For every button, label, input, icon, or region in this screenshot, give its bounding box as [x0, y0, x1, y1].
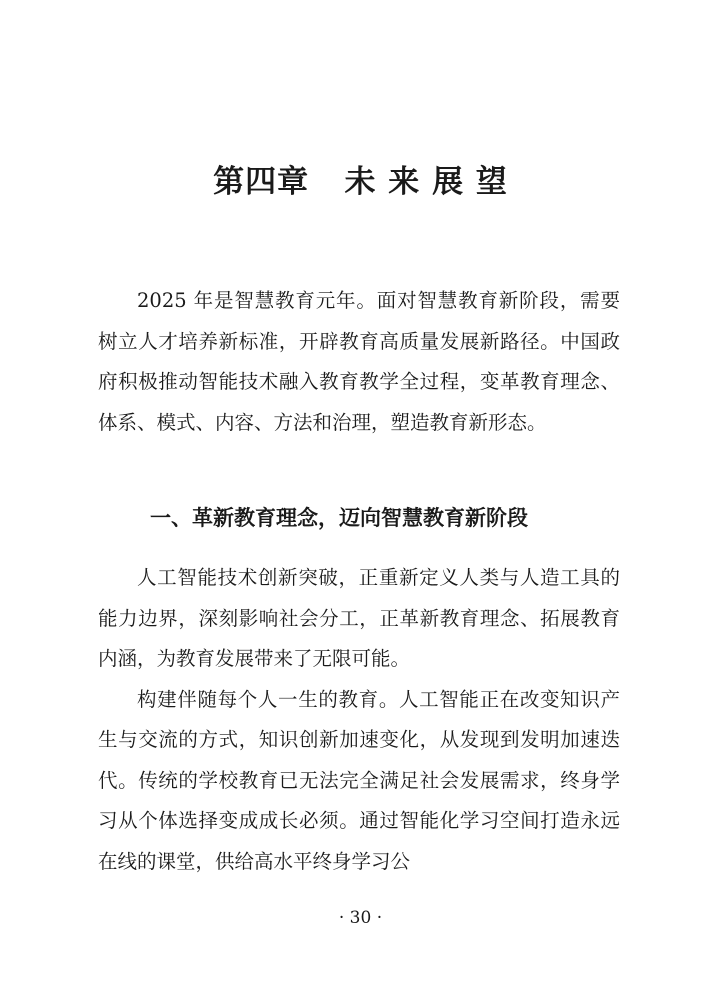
section-body: [98, 558, 620, 882]
intro-paragraph: 2025 年是智慧教育元年。面对智慧教育新阶段，需要树立人才培养新标准，开辟教育高质量发展新路径。中国政府积极推动智能技术融入教育教学全过程，变革教育理念、体系、模式、内容、方法和治理，塑造教育新形态。: [98, 289, 620, 434]
intro-section: [98, 281, 620, 443]
body-paragraph: 构建伴随每个人一生的教育。人工智能正在改变知识产生与交流的方式，知识创新加速变化，从发现到发明加速迭代。传统的学校教育已无法完全满足社会发展需求，终身学习从个体选择变成成长必须。通过智能化学习空间打造永远在线的课堂，供给高水平终身学习公: [98, 687, 620, 873]
body-paragraph: 人工智能技术创新突破，正重新定义人类与人造工具的能力边界，深刻影响社会分工，正革新教育理念、拓展教育内涵，为教育发展带来了无限可能。: [98, 566, 620, 670]
section-heading: 一、革新教育理念，迈向智慧教育新阶段: [150, 505, 528, 530]
page-number: · 30 ·: [338, 908, 383, 928]
chapter-title: 第四章 未 来 展 望: [213, 164, 508, 200]
